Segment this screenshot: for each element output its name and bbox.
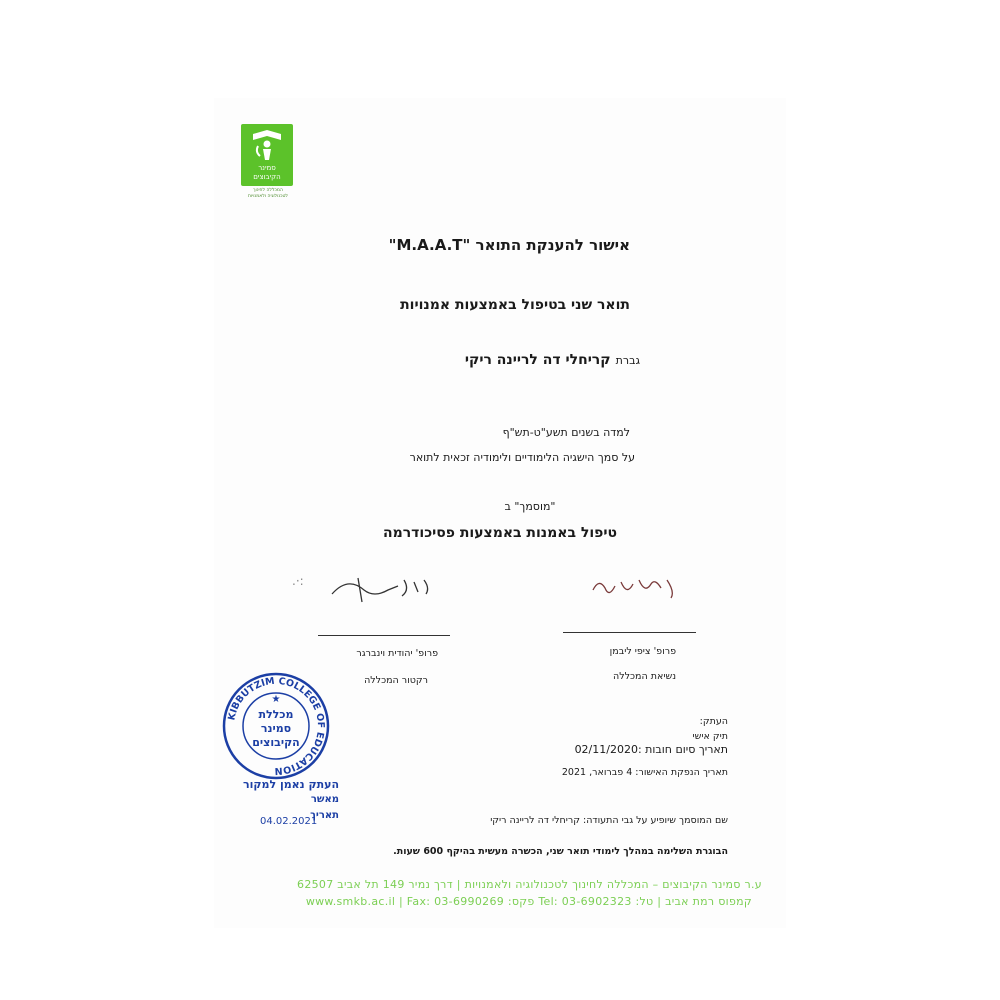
- svg-text:סמינר: סמינר: [260, 722, 292, 735]
- svg-text:KIBBUTZIM COLLEGE OF EDUCATION: KIBBUTZIM COLLEGE OF EDUCATION: [226, 675, 327, 777]
- left-signature-line: [318, 635, 450, 636]
- left-signature-icon: [318, 568, 450, 608]
- college-stamp-icon: [222, 672, 330, 780]
- right-signature-line: [563, 632, 696, 633]
- stamp-note-true-copy: העתק נאמן למקור: [243, 778, 339, 791]
- practicum-line: הבוגרת השלימה במהלך לימודי תואר שני, הכשרה מעשית בהיקף 600 שעות.: [393, 846, 728, 857]
- logo-name: סמינר הקיבוצים: [253, 164, 281, 181]
- stamp-note-approver: מאשר: [310, 794, 339, 805]
- dot-mark: .·:: [292, 574, 304, 588]
- left-signer-name: פרופ' יהודית וינברגר: [356, 648, 438, 659]
- copy-heading: העתק:: [699, 716, 728, 727]
- right-signature-icon: [585, 570, 685, 606]
- copy-item: תיק אישי: [692, 731, 728, 742]
- stamp-date-value: 04.02.2021: [260, 816, 318, 827]
- left-signer-role: רקטור המכללה: [364, 675, 428, 686]
- logo-emblem-icon: [241, 124, 293, 164]
- degree-title: תואר שני בטיפול באמצעות אמנויות: [400, 297, 630, 313]
- svg-text:מכללת: מכללת: [258, 708, 294, 721]
- study-years: למדה בשנים תשע"ט-תש"ף: [502, 426, 630, 439]
- stamp-note-date: תאריך: [310, 810, 339, 821]
- eligibility-text: על סמך הישגיה הלימודיים ולימודיה זכאית לתואר: [409, 451, 635, 464]
- footer-address: ע.ר סמינר הקיבוצים – המכללה לחינוך לטכנולוגיה ולאמנויות | דרך נמיר 149 תל אביב 62507: [297, 878, 762, 891]
- right-signer-role: נשיאת המכללה: [613, 671, 676, 682]
- qualified-in: "מוסמך" ב: [504, 500, 556, 513]
- svg-text:הקיבוצים: הקיבוצים: [252, 736, 300, 749]
- completion-date: תאריך סיום חובות :02/11/2020: [574, 743, 728, 756]
- issue-date: תאריך הנפקת האישור: 4 פברואר, 2021: [561, 767, 728, 778]
- right-signer-name: פרופ' ציפי ליבמן: [609, 646, 676, 657]
- specialization: טיפול באמנות באמצעות פסיכודרמה: [383, 525, 617, 541]
- recipient-line: [460, 349, 640, 368]
- logo-subtitle: המכללה לחינוך לטכנולוגיה ולאמנויות: [248, 188, 288, 199]
- svg-text:★: ★: [271, 694, 281, 705]
- recipient-name: קריחלי דה לריינה ריקי: [464, 352, 611, 368]
- footer-contact: www.smkb.ac.il | Fax: 03-6990269 :פקס Tel: 03-6902323 :קמפוס רמת אביב | טל: [305, 895, 752, 908]
- graduate-name-line: שם המוסמך שיופיע על גבי התעודה: קריחלי דה לריינה ריקי: [490, 815, 728, 826]
- page-title: אישור להענקת התואר "M.A.A.T": [388, 236, 630, 254]
- recipient-prefix: גברת: [615, 354, 640, 367]
